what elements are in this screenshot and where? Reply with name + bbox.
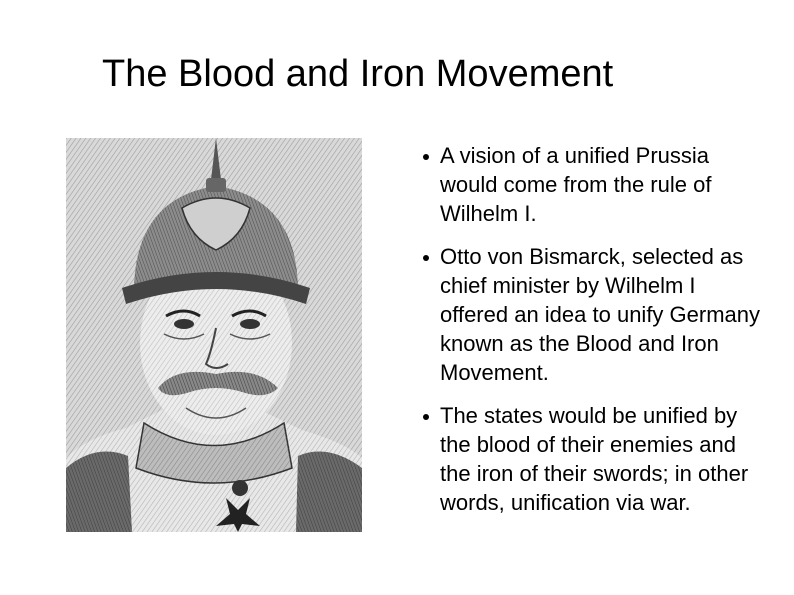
portrait-image (66, 138, 362, 532)
bullet-item (420, 401, 760, 517)
bullet-icon (423, 255, 429, 261)
bullet-text: Otto von Bismarck, selected as chief minister by Wilhelm I offered an idea to unify Germany known as the Blood and Iron Movement. (440, 244, 761, 385)
bullet-list (420, 141, 760, 531)
bullet-text: A vision of a unified Prussia would come from the rule of Wilhelm I. (440, 143, 712, 226)
bullet-icon (423, 414, 429, 420)
bullet-icon (423, 154, 429, 160)
slide-title: The Blood and Iron Movement (102, 53, 614, 95)
bullet-text: The states would be unified by the blood of their enemies and the iron of their swords; in other words, unification via war. (440, 403, 749, 515)
bullet-item (420, 242, 760, 387)
bullet-item (420, 141, 760, 228)
